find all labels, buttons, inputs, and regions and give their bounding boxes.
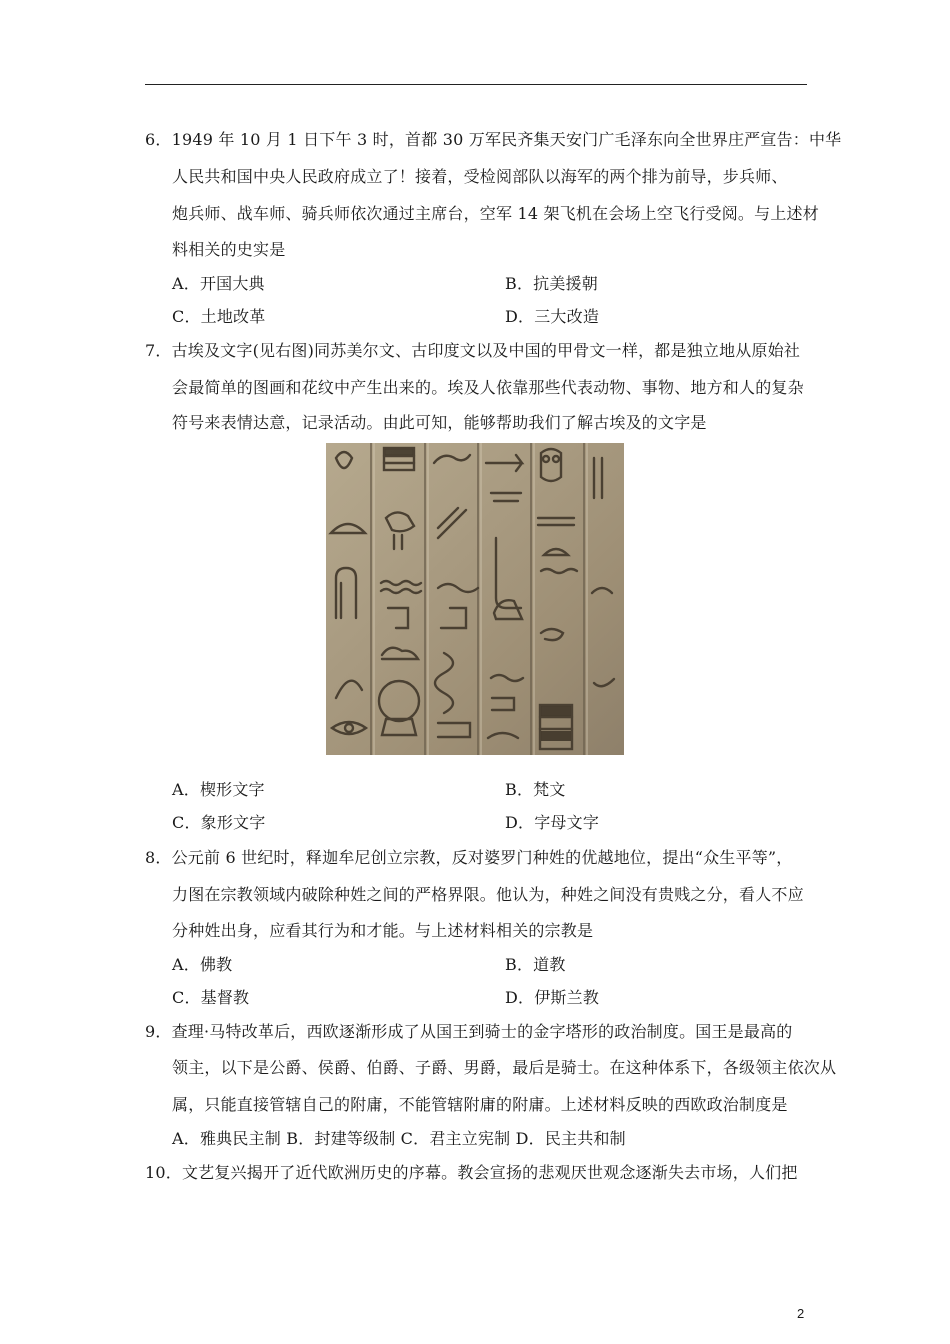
q6-option-c: C．土地改革 bbox=[172, 307, 266, 326]
q6-option-b: B．抗美援朝 bbox=[505, 274, 598, 293]
q7-line-2: 会最简单的图画和花纹中产生出来的。埃及人依靠那些代表动物、事物、地方和人的复杂 bbox=[172, 378, 804, 397]
q7-line-1: 7．古埃及文字(见右图)同苏美尔文、古印度文以及中国的甲骨文一样，都是独立地从原始社 bbox=[145, 341, 801, 360]
q6-option-a: A．开国大典 bbox=[172, 274, 265, 293]
q7-option-d: D．字母文字 bbox=[505, 813, 600, 832]
q8-line-3: 分种姓出身，应看其行为和才能。与上述材料相关的宗教是 bbox=[172, 921, 594, 940]
q9-line-1: 9．查理·马特改革后，西欧逐渐形成了从国王到骑士的金字塔形的政治制度。国王是最高的 bbox=[145, 1022, 793, 1041]
page-number: 2 bbox=[797, 1306, 805, 1321]
q10-line-1: 10．文艺复兴揭开了近代欧洲历史的序幕。教会宣扬的悲观厌世观念逐渐失去市场，人们把 bbox=[145, 1163, 798, 1182]
q8-line-1: 8．公元前 6 世纪时，释迦牟尼创立宗教，反对婆罗门种姓的优越地位，提出“众生平等”， bbox=[145, 848, 793, 867]
q8-option-d: D．伊斯兰教 bbox=[505, 988, 600, 1007]
q6-option-d: D．三大改造 bbox=[505, 307, 600, 326]
q7-line-3: 符号来表情达意，记录活动。由此可知，能够帮助我们了解古埃及的文字是 bbox=[172, 413, 707, 432]
q8-option-a: A．佛教 bbox=[172, 955, 233, 974]
q8-option-c: C．基督教 bbox=[172, 988, 250, 1007]
q7-option-b: B．梵文 bbox=[505, 780, 566, 799]
q7-option-a: A．楔形文字 bbox=[172, 780, 265, 799]
q9-options: A．雅典民主制 B．封建等级制 C．君主立宪制 D．民主共和制 bbox=[172, 1129, 626, 1148]
q6-line-2: 人民共和国中央人民政府成立了！接着，受检阅部队以海军的两个排为前导，步兵师、 bbox=[172, 167, 788, 186]
q8-line-2: 力图在宗教领域内破除种姓之间的严格界限。他认为，种姓之间没有贵贱之分，看人不应 bbox=[172, 885, 804, 904]
q7-option-c: C．象形文字 bbox=[172, 813, 266, 832]
q6-line-4: 料相关的史实是 bbox=[172, 240, 286, 259]
q9-line-3: 属，只能直接管辖自己的附庸，不能管辖附庸的附庸。上述材料反映的西欧政治制度是 bbox=[172, 1095, 788, 1114]
q9-line-2: 领主，以下是公爵、侯爵、伯爵、子爵、男爵，最后是骑士。在这种体系下，各级领主依次从 bbox=[172, 1058, 837, 1077]
header-rule bbox=[145, 84, 807, 85]
q6-line-3: 炮兵师、战车师、骑兵师依次通过主席台，空军 14 架飞机在会场上空飞行受阅。与上述材 bbox=[172, 204, 819, 223]
q8-option-b: B．道教 bbox=[505, 955, 566, 974]
hieroglyph-image bbox=[326, 443, 624, 755]
q6-line-1: 6．1949 年 10 月 1 日下午 3 时，首都 30 万军民齐集天安门广毛泽东向全世界庄严宣告：中华 bbox=[145, 130, 842, 149]
